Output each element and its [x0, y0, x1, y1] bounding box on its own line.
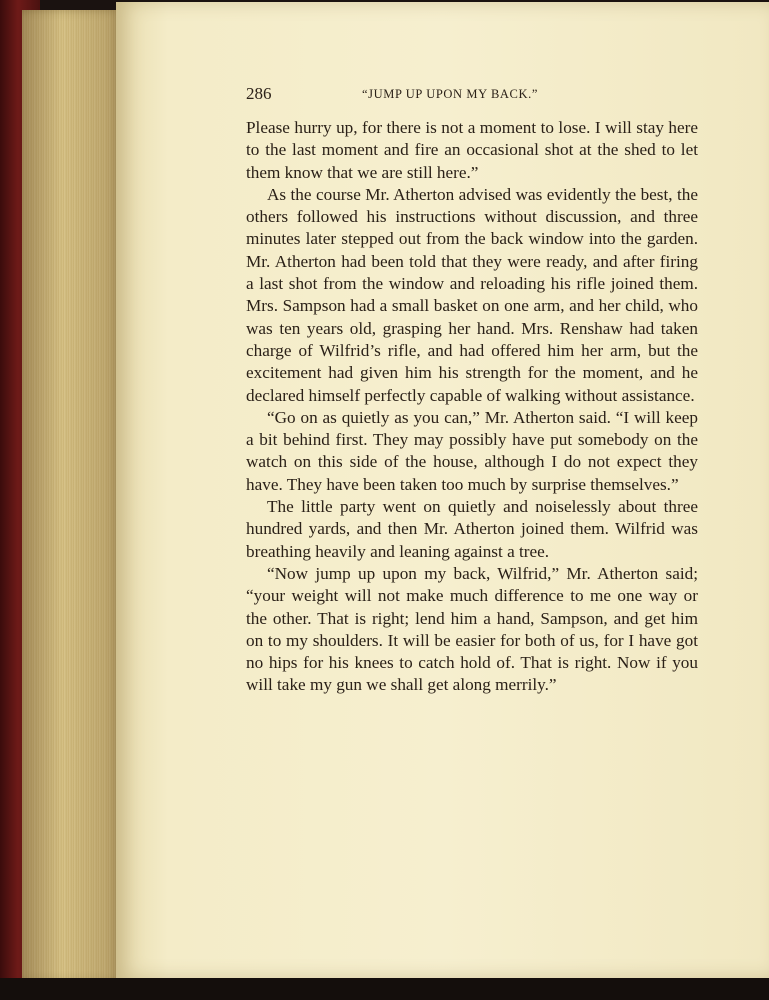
paragraph-2: As the course Mr. Atherton advised was evidently the best, the others followed his instructions without discussion, and three minutes later stepped out from the back window into the garden. Mr. Atherton had been told that they were ready, and after firing a last shot from the window and reloading his rifle joined them. Mrs. Sampson had a small basket on one arm, and her child, who was ten years old, grasping her hand. Mrs. Renshaw had taken charge of Wilfrid’s rifle, and had offered him her arm, but the excitement had given him his strength for the moment, and he declared himself perfectly capable of walking without assistance. [246, 184, 698, 405]
paragraph-5: “Now jump up upon my back, Wilfrid,” Mr. Atherton said; “your weight will not make much difference to me one way or the other. That is right; lend him a hand, Sampson, and get him on to my shoulders. It will be easier for both of us, for I have got no hips for his knees to catch hold of. That is right. Now if you will take my gun we shall get along merrily.” [246, 563, 698, 695]
page-edges [22, 10, 122, 982]
paragraph-3: “Go on as quietly as you can,” Mr. Atherton said. “I will keep a bit behind first. They may possibly have put somebody on the watch on this side of the house, although I do not expect they have. They have been taken too much by surprise themselves.” [246, 407, 698, 494]
bottom-edge [0, 978, 769, 1000]
body-text [246, 117, 698, 697]
running-title: “JUMP UP UPON MY BACK.” [362, 87, 538, 101]
paragraph-4: The little party went on quietly and noiselessly about three hundred yards, and then Mr. Atherton joined them. Wilfrid was breathing heavily and leaning against a tree. [246, 497, 698, 561]
page-number: 286 [246, 84, 272, 103]
paragraph-1: Please hurry up, for there is not a moment to lose. I will stay here to the last moment and fire an occasional shot at the shed to let them know that we are still here.” [246, 118, 698, 182]
page-header [246, 84, 698, 106]
